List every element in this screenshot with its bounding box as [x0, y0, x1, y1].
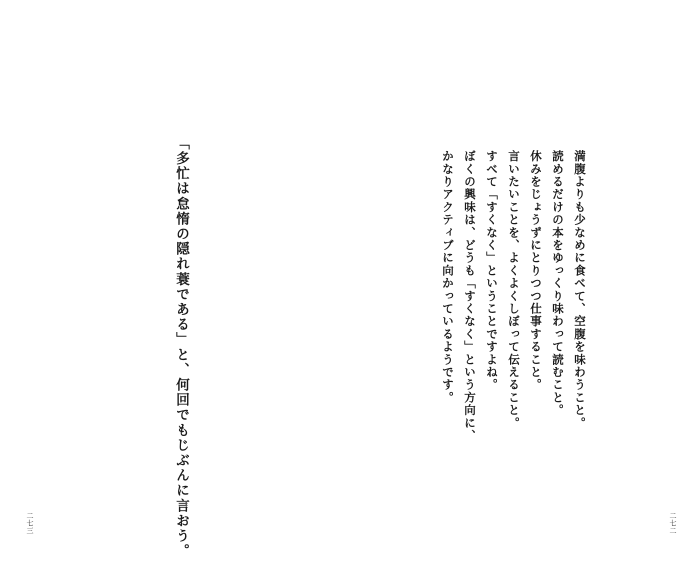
right-page-number: 二七二	[669, 512, 677, 535]
left-page-number: 二七三	[26, 512, 34, 535]
body-line: 休みをじょうずにとりつつ仕事すること。	[529, 150, 543, 392]
body-line: かなりアクティブに向かっているようです。	[441, 150, 455, 404]
body-line: 満腹よりも少なめに食べて、空腹を味わうこと。	[573, 150, 587, 430]
body-line: ぼくの興味は、どうも「すくなく」という方向に、	[463, 150, 477, 443]
body-text-block	[440, 150, 588, 442]
body-line: 言いたいことを、よくよくしぼって伝えること。	[507, 150, 521, 430]
body-line: 読めるだけの本をゆっくり味わって読むこと。	[551, 150, 565, 417]
right-page	[350, 0, 700, 576]
quote-text: 「多忙は怠惰の隠れ蓑である」と、何回でもじぶんに言おう。	[173, 136, 189, 559]
body-line: すべて「すくなく」ということですよね。	[485, 150, 499, 392]
